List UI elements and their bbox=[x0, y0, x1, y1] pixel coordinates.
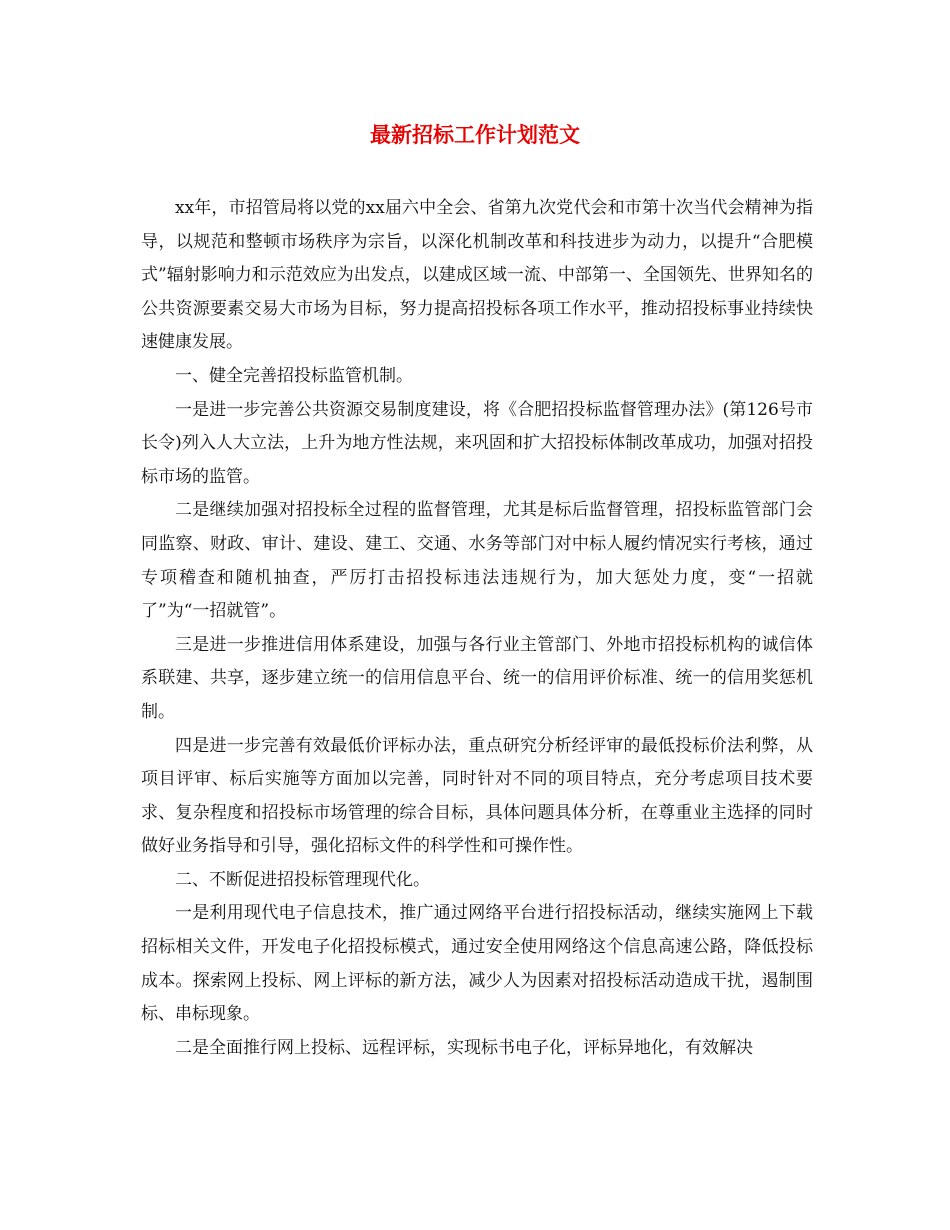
paragraph: 一是利用现代电子信息技术，推广通过网络平台进行招投标活动，继续实施网上下载招标相关文件，开发电子化招投标模式，通过安全使用网络这个信息高速公路，降低投标成本。探索网上投标、网上评标的新方法，减少人为因素对招投标活动造成干扰，遏制围标、串标现象。 bbox=[141, 903, 813, 1025]
document-body bbox=[141, 192, 813, 1065]
paragraph: xx年，市招管局将以党的xx届六中全会、省第九次党代会和市第十次当代会精神为指导，以规范和整顿市场秩序为宗旨，以深化机制改革和科技进步为动力，以提升“合肥模式”辐射影响力和示范效应为出发点，以建成区域一流、中部第一、全国领先、世界知名的公共资源要素交易大市场为目标，努力提高招投标各项工作水平，推动招投标事业持续快速健康发展。 bbox=[141, 198, 813, 353]
paragraph: 二是继续加强对招投标全过程的监督管理，尤其是标后监督管理，招投标监管部门会同监察、财政、审计、建设、建工、交通、水务等部门对中标人履约情况实行考核，通过专项稽查和随机抽查，严厉打击招投标违法违规行为，加大惩处力度，变“一招就了”为“一招就管”。 bbox=[141, 500, 813, 622]
section-heading: 一、健全完善招投标监管机制。 bbox=[175, 365, 413, 386]
paragraph: 四是进一步完善有效最低价评标办法，重点研究分析经评审的最低投标价法利弊，从项目评审、标后实施等方面加以完善，同时针对不同的项目特点，充分考虑项目技术要求、复杂程度和招投标市场管理的综合目标，具体问题具体分析，在尊重业主选择的同时做好业务指导和引导，强化招标文件的科学性和可操作性。 bbox=[141, 735, 813, 857]
document-title: 最新招标工作计划范文 bbox=[370, 122, 580, 147]
paragraph: 二是全面推行网上投标、远程评标，实现标书电子化，评标异地化，有效解决 bbox=[175, 1037, 753, 1058]
section-heading: 二、不断促进招投标管理现代化。 bbox=[175, 869, 430, 890]
paragraph: 三是进一步推进信用体系建设，加强与各行业主管部门、外地市招投标机构的诚信体系联建、共享，逐步建立统一的信用信息平台、统一的信用评价标准、统一的信用奖惩机制。 bbox=[141, 634, 813, 722]
paragraph: 一是进一步完善公共资源交易制度建设，将《合肥招投标监督管理办法》(第126号市长令)列入人大立法，上升为地方性法规，来巩固和扩大招投标体制改革成功，加强对招投标市场的监管。 bbox=[141, 399, 813, 487]
